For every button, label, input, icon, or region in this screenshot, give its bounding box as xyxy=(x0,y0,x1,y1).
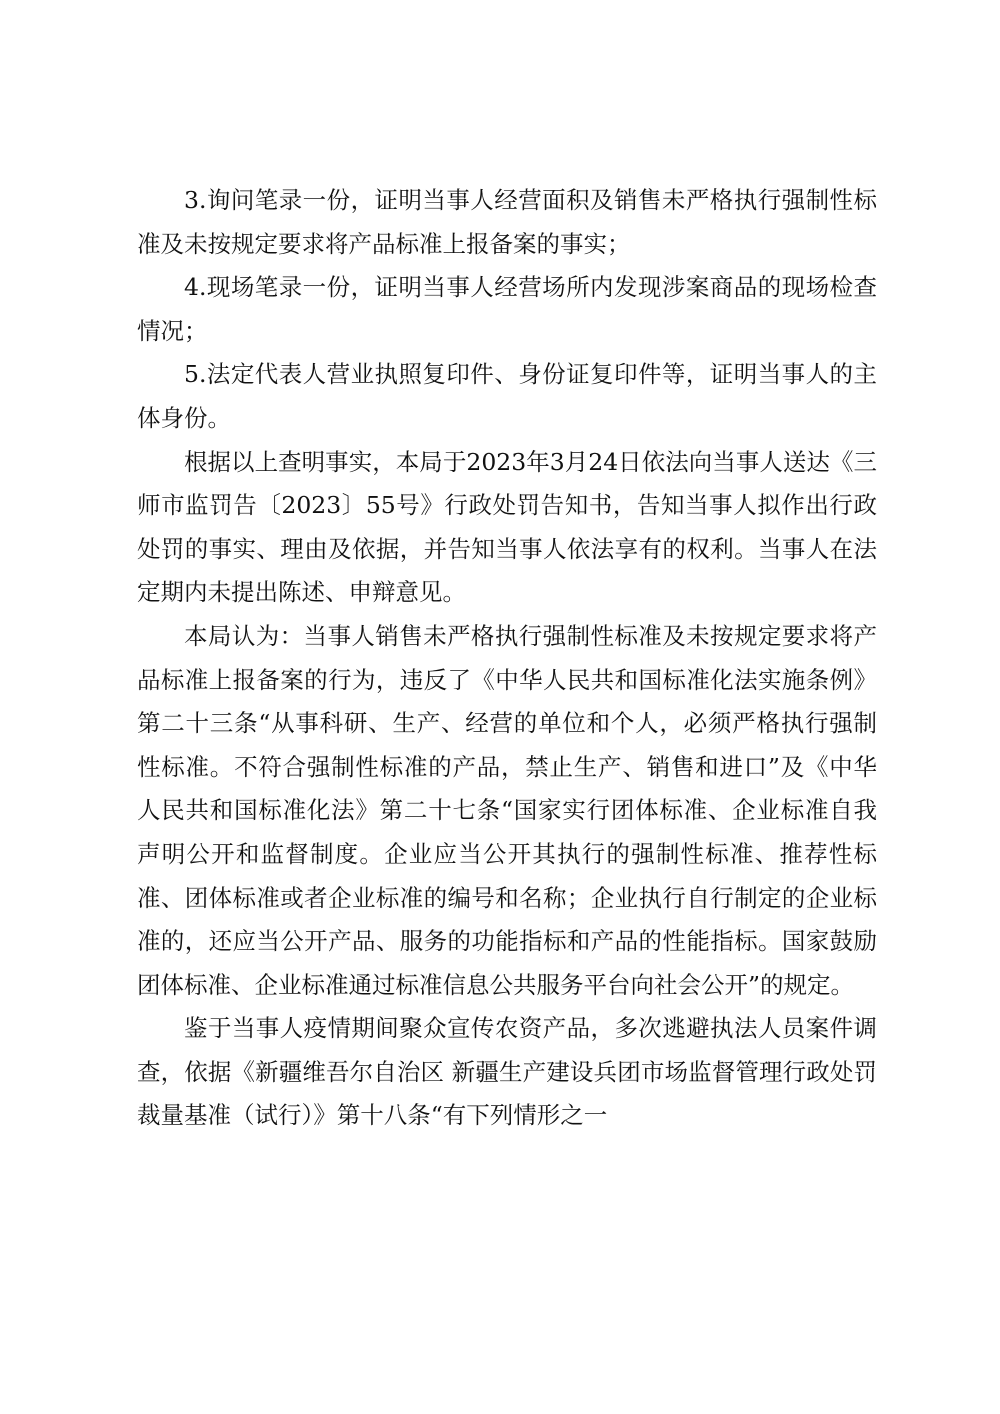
evidence-item-5: 5.法定代表人营业执照复印件、身份证复印件等，证明当事人的主体身份。 xyxy=(137,360,877,432)
notice-paragraph: 根据以上查明事实，本局于2023年3月24日依法向当事人送达《三师市监罚告〔2023〕55号》行政处罚告知书，告知当事人拟作出行政处罚的事实、理由及依据，并告知当事人依法享有的权利。当事人在法定期内未提出陈述、申辩意见。 xyxy=(137,447,877,607)
evidence-item-4: 4.现场笔录一份，证明当事人经营场所内发现涉案商品的现场检查情况； xyxy=(137,273,877,345)
evidence-item-3: 3.询问笔录一份，证明当事人经营面积及销售未严格执行强制性标准及未按规定要求将产品标准上报备案的事实； xyxy=(137,186,877,258)
finding-paragraph: 本局认为：当事人销售未严格执行强制性标准及未按规定要求将产品标准上报备案的行为，违反了《中华人民共和国标准化法实施条例》第二十三条“从事科研、生产、经营的单位和个人，必须严格执行强制性标准。不符合强制性标准的产品，禁止生产、销售和进口”及《中华人民共和国标准化法》第二十七条“国家实行团体标准、企业标准自我声明公开和监督制度。企业应当公开其执行的强制性标准、推荐性标准、团体标准或者企业标准的编号和名称；企业执行自行制定的企业标准的，还应当公开产品、服务的功能指标和产品的性能指标。国家鼓励团体标准、企业标准通过标准信息公共服务平台向社会公开”的规定。 xyxy=(137,621,877,999)
penalty-basis-paragraph: 鉴于当事人疫情期间聚众宣传农资产品，多次逃避执法人员案件调查，依据《新疆维吾尔自治区 新疆生产建设兵团市场监督管理行政处罚裁量基准（试行）》第十八条“有下列情形之一 xyxy=(137,1014,877,1130)
document-body xyxy=(137,179,877,1138)
